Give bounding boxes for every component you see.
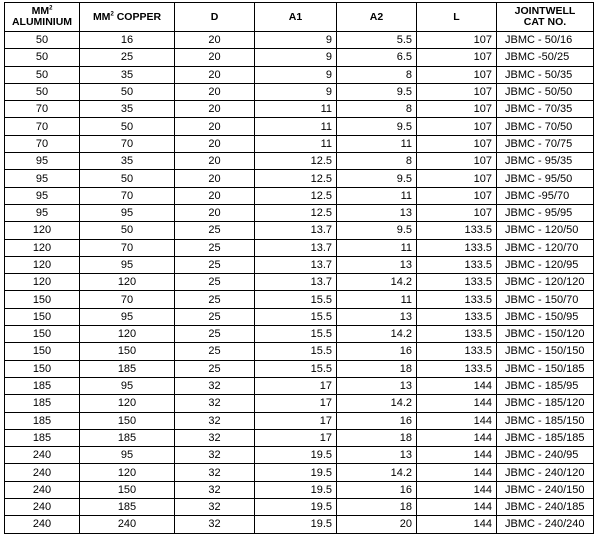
table-row	[5, 170, 594, 187]
copper-cell: 70	[80, 291, 175, 308]
d-cell: 20	[175, 118, 255, 135]
a2-cell: 9.5	[337, 170, 417, 187]
cat-no-cell: JBMC - 50/50	[497, 83, 594, 100]
copper-cell: 150	[80, 481, 175, 498]
cat-no-cell: JBMC - 240/150	[497, 481, 594, 498]
a1-cell: 17	[255, 412, 337, 429]
table-row	[5, 429, 594, 446]
cat-no-cell: JBMC -95/70	[497, 187, 594, 204]
copper-cell: 35	[80, 153, 175, 170]
copper-cell: 240	[80, 516, 175, 533]
a2-cell: 9.5	[337, 222, 417, 239]
copper-cell: 50	[80, 222, 175, 239]
d-cell: 20	[175, 32, 255, 49]
a1-cell: 19.5	[255, 499, 337, 516]
table-row	[5, 222, 594, 239]
l-cell: 133.5	[417, 326, 497, 343]
copper-cell: 70	[80, 239, 175, 256]
cat-no-cell: JBMC - 150/95	[497, 308, 594, 325]
d-cell: 25	[175, 291, 255, 308]
d-cell: 32	[175, 412, 255, 429]
copper-cell: 35	[80, 101, 175, 118]
d-cell: 20	[175, 170, 255, 187]
aluminium-cell: 50	[5, 49, 80, 66]
cat-no-cell: JBMC - 120/70	[497, 239, 594, 256]
aluminium-cell: 150	[5, 360, 80, 377]
a2-cell: 14.2	[337, 464, 417, 481]
d-cell: 20	[175, 187, 255, 204]
l-cell: 133.5	[417, 308, 497, 325]
aluminium-cell: 185	[5, 377, 80, 394]
a1-cell: 13.7	[255, 256, 337, 273]
a1-cell: 9	[255, 66, 337, 83]
table-row	[5, 447, 594, 464]
l-cell: 107	[417, 153, 497, 170]
l-cell: 144	[417, 429, 497, 446]
a1-cell: 19.5	[255, 447, 337, 464]
a2-cell: 14.2	[337, 274, 417, 291]
a2-cell: 5.5	[337, 32, 417, 49]
a1-cell: 17	[255, 377, 337, 394]
aluminium-cell: 150	[5, 291, 80, 308]
header-a2: A2	[337, 3, 417, 32]
copper-cell: 70	[80, 135, 175, 152]
table-row	[5, 499, 594, 516]
a2-cell: 13	[337, 377, 417, 394]
copper-cell: 120	[80, 395, 175, 412]
jointwell-spec-table	[4, 2, 594, 534]
aluminium-cell: 70	[5, 101, 80, 118]
aluminium-cell: 240	[5, 447, 80, 464]
a1-cell: 12.5	[255, 204, 337, 221]
d-cell: 20	[175, 204, 255, 221]
copper-cell: 95	[80, 447, 175, 464]
d-cell: 20	[175, 101, 255, 118]
header-d: D	[175, 3, 255, 32]
a1-cell: 15.5	[255, 308, 337, 325]
d-cell: 25	[175, 308, 255, 325]
header-copper: $MM^2$ COPPER	[80, 3, 175, 32]
aluminium-cell: 95	[5, 153, 80, 170]
aluminium-cell: 150	[5, 326, 80, 343]
aluminium-cell: 70	[5, 135, 80, 152]
table-row	[5, 187, 594, 204]
aluminium-cell: 185	[5, 412, 80, 429]
d-cell: 25	[175, 360, 255, 377]
a2-cell: 11	[337, 239, 417, 256]
table-row	[5, 135, 594, 152]
table-row	[5, 395, 594, 412]
aluminium-cell: 150	[5, 308, 80, 325]
d-cell: 20	[175, 49, 255, 66]
d-cell: 32	[175, 429, 255, 446]
a2-cell: 13	[337, 308, 417, 325]
cat-no-cell: JBMC - 185/150	[497, 412, 594, 429]
aluminium-cell: 185	[5, 395, 80, 412]
l-cell: 144	[417, 481, 497, 498]
a1-cell: 9	[255, 83, 337, 100]
l-cell: 107	[417, 49, 497, 66]
l-cell: 144	[417, 464, 497, 481]
l-cell: 107	[417, 32, 497, 49]
d-cell: 25	[175, 274, 255, 291]
a1-cell: 15.5	[255, 360, 337, 377]
table-row	[5, 256, 594, 273]
cat-no-cell: JBMC - 240/120	[497, 464, 594, 481]
l-cell: 144	[417, 377, 497, 394]
copper-cell: 70	[80, 187, 175, 204]
l-cell: 144	[417, 395, 497, 412]
d-cell: 20	[175, 153, 255, 170]
aluminium-cell: 95	[5, 187, 80, 204]
a1-cell: 17	[255, 395, 337, 412]
aluminium-cell: 70	[5, 118, 80, 135]
aluminium-cell: 95	[5, 170, 80, 187]
copper-cell: 185	[80, 499, 175, 516]
a2-cell: 8	[337, 101, 417, 118]
a1-cell: 15.5	[255, 326, 337, 343]
a2-cell: 9.5	[337, 83, 417, 100]
aluminium-cell: 185	[5, 429, 80, 446]
a2-cell: 8	[337, 66, 417, 83]
d-cell: 32	[175, 395, 255, 412]
aluminium-cell: 150	[5, 343, 80, 360]
cat-no-cell: JBMC - 95/35	[497, 153, 594, 170]
aluminium-cell: 95	[5, 204, 80, 221]
a2-cell: 11	[337, 187, 417, 204]
a1-cell: 12.5	[255, 187, 337, 204]
cat-no-cell: JBMC - 70/75	[497, 135, 594, 152]
copper-cell: 120	[80, 326, 175, 343]
a2-cell: 18	[337, 499, 417, 516]
cat-no-cell: JBMC - 70/50	[497, 118, 594, 135]
cat-no-cell: JBMC - 240/185	[497, 499, 594, 516]
table-row	[5, 308, 594, 325]
cat-no-cell: JBMC -50/25	[497, 49, 594, 66]
l-cell: 107	[417, 135, 497, 152]
a1-cell: 13.7	[255, 239, 337, 256]
copper-cell: 95	[80, 204, 175, 221]
a1-cell: 13.7	[255, 274, 337, 291]
header-row	[5, 3, 594, 32]
a1-cell: 17	[255, 429, 337, 446]
l-cell: 133.5	[417, 343, 497, 360]
l-cell: 107	[417, 204, 497, 221]
l-cell: 133.5	[417, 274, 497, 291]
l-cell: 133.5	[417, 291, 497, 308]
header-cat-no: JOINTWELL CAT NO.	[497, 3, 594, 32]
table-row	[5, 274, 594, 291]
cat-no-cell: JBMC - 185/95	[497, 377, 594, 394]
l-cell: 133.5	[417, 256, 497, 273]
a2-cell: 20	[337, 516, 417, 533]
table-row	[5, 481, 594, 498]
cat-no-cell: JBMC - 50/35	[497, 66, 594, 83]
a1-cell: 13.7	[255, 222, 337, 239]
cat-no-cell: JBMC - 120/95	[497, 256, 594, 273]
d-cell: 25	[175, 239, 255, 256]
d-cell: 32	[175, 464, 255, 481]
d-cell: 20	[175, 66, 255, 83]
copper-cell: 50	[80, 83, 175, 100]
l-cell: 107	[417, 170, 497, 187]
table-row	[5, 66, 594, 83]
a1-cell: 11	[255, 101, 337, 118]
cat-no-cell: JBMC - 150/185	[497, 360, 594, 377]
cat-no-cell: JBMC - 240/240	[497, 516, 594, 533]
a1-cell: 12.5	[255, 153, 337, 170]
d-cell: 32	[175, 481, 255, 498]
d-cell: 20	[175, 83, 255, 100]
header-a1: A1	[255, 3, 337, 32]
d-cell: 20	[175, 135, 255, 152]
spec-table-container	[4, 2, 594, 534]
aluminium-cell: 120	[5, 274, 80, 291]
copper-cell: 185	[80, 360, 175, 377]
header-l: L	[417, 3, 497, 32]
copper-cell: 150	[80, 343, 175, 360]
table-row	[5, 32, 594, 49]
l-cell: 144	[417, 516, 497, 533]
d-cell: 25	[175, 343, 255, 360]
a1-cell: 19.5	[255, 481, 337, 498]
d-cell: 32	[175, 499, 255, 516]
a1-cell: 9	[255, 32, 337, 49]
cat-no-cell: JBMC - 150/70	[497, 291, 594, 308]
a2-cell: 16	[337, 412, 417, 429]
cat-no-cell: JBMC - 95/95	[497, 204, 594, 221]
a1-cell: 19.5	[255, 464, 337, 481]
a2-cell: 11	[337, 135, 417, 152]
d-cell: 25	[175, 222, 255, 239]
table-row	[5, 343, 594, 360]
a1-cell: 9	[255, 49, 337, 66]
header-aluminium: $MM^2$ ALUMINIUM	[5, 3, 80, 32]
copper-cell: 35	[80, 66, 175, 83]
aluminium-cell: 50	[5, 66, 80, 83]
cat-no-cell: JBMC - 185/120	[497, 395, 594, 412]
copper-cell: 50	[80, 170, 175, 187]
table-row	[5, 118, 594, 135]
a2-cell: 11	[337, 291, 417, 308]
a1-cell: 11	[255, 118, 337, 135]
copper-cell: 120	[80, 274, 175, 291]
d-cell: 32	[175, 377, 255, 394]
l-cell: 133.5	[417, 222, 497, 239]
aluminium-cell: 240	[5, 464, 80, 481]
a1-cell: 15.5	[255, 343, 337, 360]
l-cell: 107	[417, 187, 497, 204]
table-row	[5, 326, 594, 343]
a2-cell: 18	[337, 429, 417, 446]
table-row	[5, 412, 594, 429]
a2-cell: 9.5	[337, 118, 417, 135]
copper-cell: 50	[80, 118, 175, 135]
a2-cell: 13	[337, 204, 417, 221]
cat-no-cell: JBMC - 185/185	[497, 429, 594, 446]
table-row	[5, 516, 594, 533]
aluminium-cell: 50	[5, 83, 80, 100]
l-cell: 144	[417, 499, 497, 516]
a1-cell: 15.5	[255, 291, 337, 308]
copper-cell: 25	[80, 49, 175, 66]
table-row	[5, 153, 594, 170]
table-row	[5, 101, 594, 118]
table-row	[5, 360, 594, 377]
copper-cell: 185	[80, 429, 175, 446]
l-cell: 107	[417, 83, 497, 100]
d-cell: 25	[175, 326, 255, 343]
a2-cell: 16	[337, 343, 417, 360]
a1-cell: 11	[255, 135, 337, 152]
aluminium-cell: 120	[5, 256, 80, 273]
a2-cell: 13	[337, 447, 417, 464]
table-row	[5, 464, 594, 481]
cat-no-cell: JBMC - 240/95	[497, 447, 594, 464]
copper-cell: 120	[80, 464, 175, 481]
aluminium-cell: 120	[5, 239, 80, 256]
aluminium-cell: 50	[5, 32, 80, 49]
cat-no-cell: JBMC - 120/50	[497, 222, 594, 239]
cat-no-cell: JBMC - 150/150	[497, 343, 594, 360]
table-row	[5, 204, 594, 221]
copper-cell: 95	[80, 308, 175, 325]
table-row	[5, 83, 594, 100]
table-row	[5, 49, 594, 66]
a2-cell: 18	[337, 360, 417, 377]
cat-no-cell: JBMC - 70/35	[497, 101, 594, 118]
copper-cell: 150	[80, 412, 175, 429]
a2-cell: 6.5	[337, 49, 417, 66]
a1-cell: 19.5	[255, 516, 337, 533]
l-cell: 144	[417, 447, 497, 464]
a2-cell: 8	[337, 153, 417, 170]
cat-no-cell: JBMC - 50/16	[497, 32, 594, 49]
aluminium-cell: 120	[5, 222, 80, 239]
copper-cell: 95	[80, 256, 175, 273]
l-cell: 107	[417, 101, 497, 118]
d-cell: 25	[175, 256, 255, 273]
cat-no-cell: JBMC - 120/120	[497, 274, 594, 291]
d-cell: 32	[175, 447, 255, 464]
a2-cell: 13	[337, 256, 417, 273]
l-cell: 144	[417, 412, 497, 429]
cat-no-cell: JBMC - 150/120	[497, 326, 594, 343]
copper-cell: 95	[80, 377, 175, 394]
table-row	[5, 377, 594, 394]
table-row	[5, 239, 594, 256]
l-cell: 107	[417, 118, 497, 135]
aluminium-cell: 240	[5, 481, 80, 498]
a2-cell: 14.2	[337, 395, 417, 412]
a2-cell: 14.2	[337, 326, 417, 343]
cat-no-cell: JBMC - 95/50	[497, 170, 594, 187]
copper-cell: 16	[80, 32, 175, 49]
l-cell: 133.5	[417, 239, 497, 256]
a2-cell: 16	[337, 481, 417, 498]
d-cell: 32	[175, 516, 255, 533]
aluminium-cell: 240	[5, 499, 80, 516]
table-row	[5, 291, 594, 308]
aluminium-cell: 240	[5, 516, 80, 533]
l-cell: 133.5	[417, 360, 497, 377]
a1-cell: 12.5	[255, 170, 337, 187]
l-cell: 107	[417, 66, 497, 83]
